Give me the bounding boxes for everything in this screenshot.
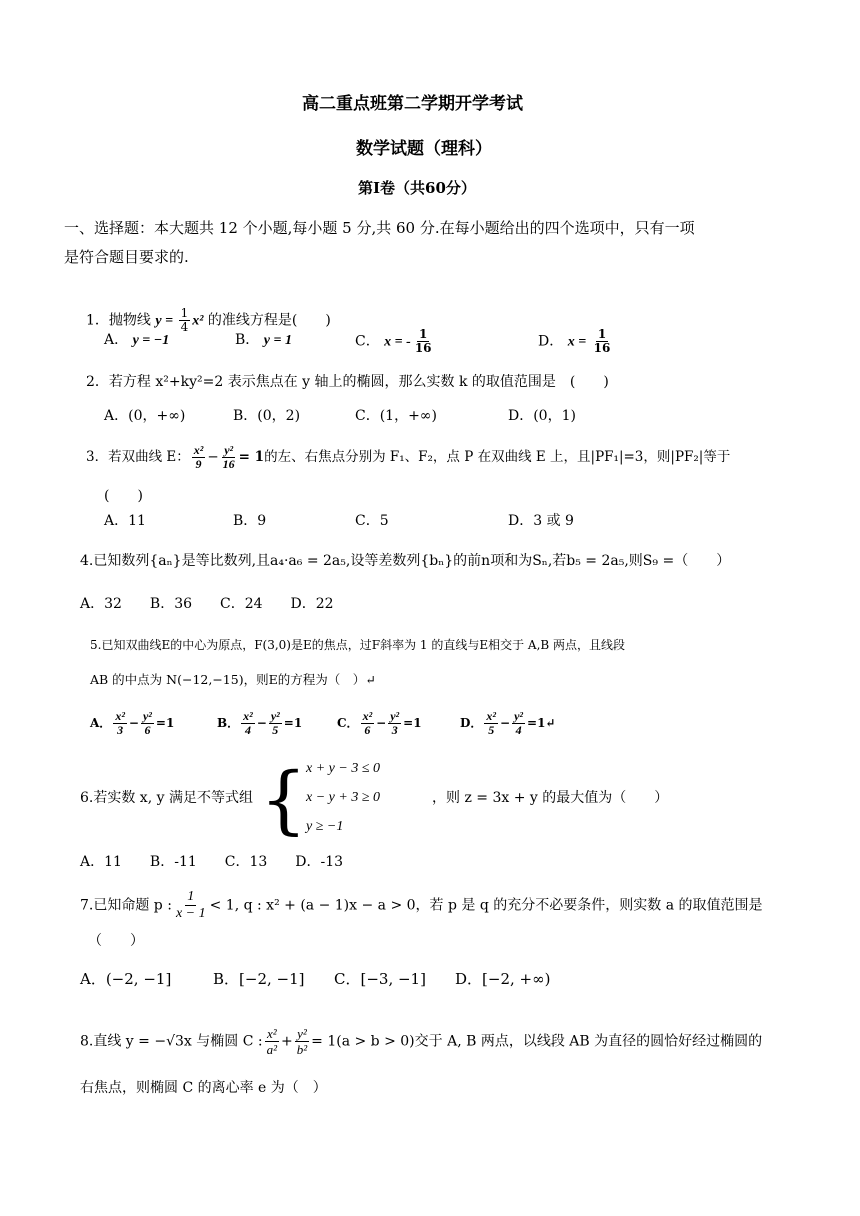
q1-frac-den: 4 [180, 320, 189, 334]
q5-opt-b-label: B． [217, 716, 240, 730]
question-5-line-2: AB 的中点为 N(−12,−15)，则E的方程为（ ）↵ [90, 672, 376, 687]
q8-suffix: = 1(a > b > 0)交于 A, B 两点，以线段 AB 为直径的圆恰好经过椭圆的 [311, 1033, 763, 1050]
q7-fraction [174, 889, 208, 922]
q6-ineq-1: x + y − 3 ≤ 0 [306, 761, 381, 776]
q1-opt-d-den: 16 [593, 341, 611, 355]
section-heading: 第Ⅰ卷（共60分） [358, 179, 476, 197]
q6-inequality-system [306, 754, 380, 841]
question-7-stem [80, 889, 763, 922]
q8-plus: + [281, 1033, 293, 1050]
q7-paren: （ ） [88, 933, 144, 949]
q3-fraction-2 [221, 444, 237, 471]
q5-opt-c-n2: y² [390, 709, 400, 723]
q5-opt-d-d2: 4 [515, 723, 522, 737]
q5-option-c: C． $\frac{\text{x²}}{6}$ − $\frac{\text{y²}}{3}$ =1 [337, 709, 422, 737]
q3-f2-num: y² [224, 443, 234, 457]
q6-prefix: 6.若实数 x, y 满足不等式组 [80, 790, 253, 806]
q8-f2-den: b² [296, 1042, 308, 1057]
q6-brace: { [260, 757, 308, 843]
q3-minus: − [207, 449, 219, 465]
q5-opt-c-label: C． [337, 716, 359, 730]
q1-frac-num: 1 [180, 306, 189, 320]
q5-opt-d-label: D． [460, 716, 483, 730]
q5-opt-d-d1: 5 [488, 723, 495, 737]
q8-f1-num: x² [266, 1026, 277, 1041]
q1-opt-d-label: D． [538, 333, 564, 350]
q5-opt-c-frac-2 [388, 710, 401, 737]
q5-opt-d-tail: =1↵ [527, 716, 556, 730]
q1-suffix: 的准线方程是( ) [207, 312, 331, 329]
q7-prefix: 7.已知命题 p : [80, 897, 172, 914]
q5-opt-c-frac-1 [361, 710, 375, 737]
q3-option-d: D．3 或 9 [508, 513, 574, 529]
q7-option-d: D．[−2, +∞) [455, 970, 551, 988]
q3-fraction-1 [192, 444, 206, 471]
q1-opt-a-value: y = −1 [132, 333, 170, 348]
q6-options: A．11 B．-11 C．13 D．-13 [80, 854, 344, 870]
q1-expr: y = [155, 313, 177, 329]
q5-opt-d-n2: y² [514, 709, 524, 723]
q7-option-c: C．[−3, −1] [334, 970, 426, 988]
q1-opt-d-value: x = [567, 334, 590, 350]
q1-opt-c-value: x = - [384, 334, 411, 350]
q1-opt-d-fraction [592, 328, 613, 355]
q7-suffix: < 1, q : x² + (a − 1)x − a > 0，若 p 是 q 的充分不必要条件，则实数 a 的取值范围是 [209, 897, 763, 914]
q3-prefix: 3．若双曲线 E： [86, 449, 190, 465]
q1-opt-b-value: y = 1 [263, 333, 292, 348]
q5-option-b: B． $\frac{\text{x²}}{4}$ − $\frac{\text{y²}}{5}$ =1 [217, 709, 303, 737]
exam-subtitle: 数学试题（理科） [356, 139, 492, 159]
q5-opt-b-d1: 4 [244, 723, 251, 737]
q7-frac-num: 1 [187, 889, 195, 904]
q5-option-d: D． $\frac{\text{x²}}{5}$ − $\frac{\text{y²}}{4}$ =1↵ [460, 709, 556, 737]
question-3-stem [86, 444, 730, 471]
q3-f1-den: 9 [195, 457, 202, 471]
q1-opt-b-label: B． [235, 332, 260, 348]
q1-opt-a-label: A． [104, 332, 129, 348]
q5-opt-a-label: A． [90, 716, 112, 730]
q6-ineq-2: x − y + 3 ≥ 0 [306, 790, 381, 805]
q1-option-c [355, 328, 436, 355]
q8-f2-num: y² [297, 1026, 307, 1041]
q7-option-a: A．(−2, −1] [80, 970, 172, 988]
q2-option-d: D．(0，1) [508, 408, 576, 424]
q3-equals: = 1 [238, 449, 265, 465]
q3-paren: ( ) [104, 488, 143, 504]
question-4-stem: 4.已知数列{aₙ}是等比数列,且a₄·a₆ = 2a₅,设等差数列{bₙ}的前n项和为Sₙ,若b₅ = 2a₅,则S₉ =（ ） [80, 553, 731, 569]
q8-prefix: 8.直线 y = −√3x 与椭圆 C : [80, 1033, 263, 1050]
q5-opt-c-d2: 3 [391, 723, 398, 737]
q5-opt-b-tail: =1 [283, 716, 303, 730]
q8-fraction-1 [265, 1026, 279, 1057]
q8-f1-den: a² [266, 1042, 277, 1057]
q5-option-a: A． $\frac{\text{x²}}{3}$ − $\frac{\text{y²}}{6}$ =1 [90, 709, 175, 737]
q6-suffix: ，则 z = 3x + y 的最大值为（ ） [432, 790, 669, 806]
q1-prefix: 1．抛物线 [86, 312, 151, 329]
q3-suffix: 的左、右焦点分别为 F₁、F₂，点 P 在双曲线 E 上，且|PF₁|=3，则|PF₂|等于 [264, 449, 731, 465]
q5-opt-a-tail: =1 [155, 716, 175, 730]
q5-opt-a-d1: 3 [117, 723, 124, 737]
q3-option-b: B．9 [233, 513, 267, 529]
q5-opt-a-d2: 6 [144, 723, 151, 737]
q7-option-b: B．[−2, −1] [213, 970, 305, 988]
q2-option-a: A．(0，+∞) [104, 408, 186, 424]
q3-option-a: A．11 [104, 513, 146, 529]
q3-option-c: C．5 [355, 513, 389, 529]
q5-opt-b-frac-1 [241, 710, 255, 737]
q7-frac-den: x − 1 [175, 906, 206, 921]
q6-ineq-3: y ≥ −1 [306, 819, 344, 834]
q3-f1-num: x² [193, 443, 204, 457]
q5-opt-d-frac-1 [484, 710, 498, 737]
q5-opt-c-n1: x² [362, 709, 373, 723]
q5-opt-d-n1: x² [486, 709, 497, 723]
q1-expr-tail: x² [192, 313, 204, 329]
q2-option-b: B．(0，2) [233, 408, 301, 424]
question-2-stem: 2．若方程 x²+ky²=2 表示焦点在 y 轴上的椭圆，那么实数 k 的取值范围是 ( ) [86, 374, 609, 390]
question-8-stem [80, 1026, 762, 1057]
q5-opt-a-n1: x² [115, 709, 125, 723]
q1-opt-c-fraction [413, 328, 434, 355]
question-8-line-2: 右焦点，则椭圆 C 的离心率 e 为（ ） [80, 1080, 327, 1096]
q5-opt-a-n2: y² [142, 709, 152, 723]
question-5-line-1: 5.已知双曲线E的中心为原点，F(3,0)是E的焦点，过F斜率为 1 的直线与E相交于 A,B 两点，且线段 [90, 638, 626, 652]
q1-opt-d-num: 1 [597, 327, 607, 341]
q2-option-c: C．(1，+∞) [355, 408, 437, 424]
q5-opt-a-frac-1 [113, 710, 127, 737]
q5-opt-d-frac-2 [512, 710, 525, 737]
q5-opt-c-tail: =1 [403, 716, 422, 730]
q1-opt-c-num: 1 [418, 327, 428, 341]
q1-opt-c-den: 16 [414, 341, 432, 355]
q5-opt-a-frac-2 [141, 710, 154, 737]
q1-option-d [538, 328, 614, 355]
q1-option-b [235, 330, 292, 351]
q5-opt-b-n2: y² [270, 709, 280, 723]
q5-opt-b-d2: 5 [272, 723, 279, 737]
q8-fraction-2 [295, 1026, 309, 1057]
q4-options: A．32 B．36 C．24 D．22 [80, 596, 334, 612]
exam-title: 高二重点班第二学期开学考试 [302, 94, 523, 114]
q1-option-a [104, 330, 169, 351]
q5-opt-c-d1: 6 [364, 723, 371, 737]
q5-opt-b-n1: x² [243, 709, 253, 723]
q1-opt-c-label: C． [355, 333, 380, 350]
q1-fraction [179, 307, 191, 334]
instructions-line-2: 是符合题目要求的. [64, 248, 189, 266]
instructions-line-1: 一、选择题：本大题共 12 个小题,每小题 5 分,共 60 分.在每小题给出的四个选项中，只有一项 [64, 219, 695, 237]
q3-f2-den: 16 [222, 457, 235, 471]
q5-opt-b-frac-2 [269, 710, 282, 737]
